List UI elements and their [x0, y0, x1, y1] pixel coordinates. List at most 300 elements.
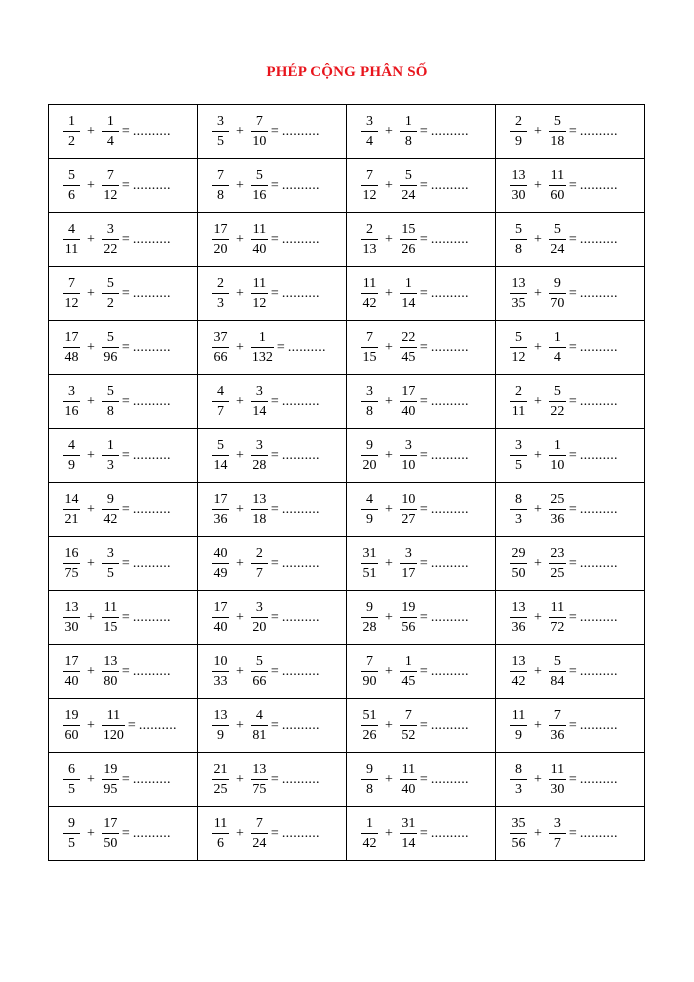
numerator: 5 [515, 222, 522, 237]
numerator: 2 [515, 114, 522, 129]
first-fraction [212, 491, 229, 528]
plus-sign: + [534, 501, 542, 517]
plus-sign: + [385, 501, 393, 517]
plus-sign: + [236, 285, 244, 301]
first-fraction [63, 761, 80, 798]
fraction-expression [347, 645, 495, 698]
denominator: 36 [511, 620, 526, 635]
fraction-expression [496, 807, 644, 860]
numerator: 2 [217, 276, 224, 291]
second-fraction [549, 221, 566, 258]
answer-blank[interactable]: .......... [281, 717, 320, 733]
numerator: 19 [64, 708, 79, 723]
numerator: 2 [366, 222, 373, 237]
answer-blank[interactable]: .......... [132, 663, 171, 679]
first-fraction [510, 329, 527, 366]
denominator: 16 [64, 404, 79, 419]
equals-sign: = [419, 663, 428, 679]
equals-sign: = [127, 717, 136, 733]
numerator: 19 [401, 600, 416, 615]
numerator: 10 [213, 654, 228, 669]
second-fraction [400, 437, 417, 474]
denominator: 8 [515, 242, 522, 257]
numerator: 29 [511, 546, 526, 561]
numerator: 5 [68, 168, 75, 183]
numerator: 5 [553, 222, 561, 237]
denominator: 17 [401, 566, 416, 581]
denominator: 48 [64, 350, 79, 365]
denominator: 12 [252, 296, 267, 311]
denominator: 11 [511, 404, 526, 419]
numerator: 3 [106, 222, 114, 237]
answer-blank[interactable]: .......... [281, 501, 320, 517]
fraction-expression [198, 753, 346, 806]
equals-sign: = [419, 609, 428, 625]
first-fraction [63, 437, 80, 474]
numerator: 3 [68, 384, 75, 399]
second-fraction [102, 761, 119, 798]
numerator: 7 [366, 168, 373, 183]
plus-sign: + [236, 825, 244, 841]
exercise-cell [198, 537, 347, 591]
fraction-expression [496, 105, 644, 158]
denominator: 10 [550, 458, 565, 473]
denominator: 42 [362, 296, 377, 311]
numerator: 7 [106, 168, 114, 183]
numerator: 1 [404, 276, 412, 291]
denominator: 36 [550, 512, 565, 527]
plus-sign: + [534, 177, 542, 193]
first-fraction [510, 113, 527, 150]
first-fraction [361, 815, 378, 852]
denominator: 42 [511, 674, 526, 689]
answer-blank[interactable]: .......... [579, 123, 618, 139]
exercise-cell [347, 429, 496, 483]
plus-sign: + [534, 447, 542, 463]
denominator: 40 [401, 404, 416, 419]
equals-sign: = [419, 555, 428, 571]
plus-sign: + [385, 123, 393, 139]
numerator: 5 [404, 168, 412, 183]
answer-blank[interactable]: .......... [579, 555, 618, 571]
second-fraction [251, 275, 268, 312]
numerator: 13 [252, 762, 267, 777]
denominator: 8 [106, 404, 114, 419]
numerator: 37 [213, 330, 228, 345]
plus-sign: + [236, 555, 244, 571]
equals-sign: = [270, 555, 279, 571]
denominator: 2 [68, 134, 75, 149]
fraction-expression [198, 375, 346, 428]
numerator: 3 [366, 114, 373, 129]
plus-sign: + [87, 771, 95, 787]
equals-sign: = [121, 177, 130, 193]
exercise-cell [347, 159, 496, 213]
answer-blank[interactable]: .......... [579, 663, 618, 679]
answer-blank[interactable]: .......... [132, 177, 171, 193]
denominator: 40 [401, 782, 416, 797]
first-fraction [212, 815, 229, 852]
table-row [49, 267, 645, 321]
second-fraction [102, 329, 119, 366]
answer-blank[interactable]: .......... [132, 231, 171, 247]
fraction-expression [49, 483, 197, 536]
exercise-cell [198, 699, 347, 753]
fraction-expression [496, 429, 644, 482]
exercise-cell [198, 753, 347, 807]
numerator: 11 [550, 762, 565, 777]
denominator: 49 [213, 566, 228, 581]
numerator: 3 [404, 546, 412, 561]
denominator: 9 [515, 728, 522, 743]
first-fraction [361, 275, 378, 312]
answer-blank[interactable]: .......... [430, 393, 469, 409]
exercise-table [48, 104, 645, 861]
second-fraction [400, 167, 417, 204]
exercise-cell [49, 429, 198, 483]
denominator: 2 [106, 296, 114, 311]
answer-blank[interactable]: .......... [132, 447, 171, 463]
numerator: 3 [217, 114, 224, 129]
first-fraction [510, 383, 527, 420]
answer-blank[interactable]: .......... [138, 717, 177, 733]
plus-sign: + [534, 285, 542, 301]
answer-blank[interactable]: .......... [281, 771, 320, 787]
equals-sign: = [568, 339, 577, 355]
answer-blank[interactable]: .......... [132, 501, 171, 517]
answer-blank[interactable]: .......... [281, 555, 320, 571]
denominator: 4 [366, 134, 373, 149]
answer-blank[interactable]: .......... [579, 393, 618, 409]
first-fraction [510, 599, 527, 636]
answer-blank[interactable]: .......... [579, 339, 618, 355]
answer-blank[interactable]: .......... [430, 771, 469, 787]
first-fraction [212, 707, 229, 744]
second-fraction [400, 653, 417, 690]
second-fraction [549, 545, 566, 582]
first-fraction [63, 707, 80, 744]
second-fraction [400, 599, 417, 636]
answer-blank[interactable]: .......... [579, 771, 618, 787]
second-fraction [102, 113, 119, 150]
exercise-cell [347, 591, 496, 645]
answer-blank[interactable]: .......... [287, 339, 326, 355]
answer-blank[interactable]: .......... [132, 825, 171, 841]
denominator: 30 [550, 782, 565, 797]
first-fraction [510, 275, 527, 312]
plus-sign: + [87, 285, 95, 301]
denominator: 12 [103, 188, 118, 203]
fraction-expression [347, 213, 495, 266]
answer-blank[interactable]: .......... [430, 177, 469, 193]
exercise-cell [49, 375, 198, 429]
second-fraction [251, 437, 268, 474]
fraction-expression [198, 483, 346, 536]
exercise-cell [347, 645, 496, 699]
plus-sign: + [236, 393, 244, 409]
first-fraction [510, 707, 527, 744]
plus-sign: + [236, 177, 244, 193]
table-row [49, 753, 645, 807]
equals-sign: = [121, 123, 130, 139]
denominator: 12 [64, 296, 79, 311]
exercise-cell [347, 537, 496, 591]
numerator: 4 [68, 222, 75, 237]
second-fraction [251, 815, 268, 852]
equals-sign: = [568, 825, 577, 841]
answer-blank[interactable]: .......... [430, 825, 469, 841]
first-fraction [212, 383, 229, 420]
first-fraction [361, 437, 378, 474]
numerator: 5 [553, 114, 561, 129]
numerator: 4 [68, 438, 75, 453]
denominator: 21 [64, 512, 79, 527]
answer-blank[interactable]: .......... [281, 177, 320, 193]
second-fraction [400, 221, 417, 258]
fraction-expression [49, 807, 197, 860]
fraction-expression [496, 591, 644, 644]
numerator: 11 [213, 816, 228, 831]
numerator: 1 [404, 654, 412, 669]
first-fraction [361, 329, 378, 366]
exercise-cell [347, 699, 496, 753]
exercise-cell [198, 267, 347, 321]
numerator: 7 [217, 168, 224, 183]
answer-blank[interactable]: .......... [430, 447, 469, 463]
equals-sign: = [568, 393, 577, 409]
answer-blank[interactable]: .......... [281, 393, 320, 409]
answer-blank[interactable]: .......... [579, 285, 618, 301]
second-fraction [102, 275, 119, 312]
fraction-expression [496, 321, 644, 374]
fraction-expression [347, 753, 495, 806]
fraction-expression [198, 807, 346, 860]
answer-blank[interactable]: .......... [281, 825, 320, 841]
numerator: 5 [553, 654, 561, 669]
answer-blank[interactable]: .......... [132, 123, 171, 139]
numerator: 2 [255, 546, 263, 561]
denominator: 9 [217, 728, 224, 743]
denominator: 22 [550, 404, 565, 419]
equals-sign: = [270, 177, 279, 193]
numerator: 17 [213, 492, 228, 507]
second-fraction [251, 221, 268, 258]
second-fraction [400, 491, 417, 528]
exercise-cell [49, 321, 198, 375]
denominator: 36 [550, 728, 565, 743]
answer-blank[interactable]: .......... [132, 339, 171, 355]
equals-sign: = [121, 771, 130, 787]
denominator: 3 [217, 296, 224, 311]
equals-sign: = [270, 717, 279, 733]
second-fraction [251, 167, 268, 204]
exercise-cell [198, 429, 347, 483]
equals-sign: = [419, 393, 428, 409]
numerator: 9 [553, 276, 561, 291]
denominator: 24 [401, 188, 416, 203]
exercise-cell [496, 645, 645, 699]
first-fraction [63, 167, 80, 204]
equals-sign: = [121, 393, 130, 409]
fraction-expression [347, 267, 495, 320]
numerator: 13 [103, 654, 118, 669]
exercise-cell [496, 591, 645, 645]
numerator: 2 [515, 384, 522, 399]
denominator: 6 [217, 836, 224, 851]
exercise-cell [496, 375, 645, 429]
answer-blank[interactable]: .......... [430, 717, 469, 733]
first-fraction [63, 545, 80, 582]
answer-blank[interactable]: .......... [132, 771, 171, 787]
numerator: 19 [103, 762, 118, 777]
plus-sign: + [236, 231, 244, 247]
table-row [49, 375, 645, 429]
plus-sign: + [534, 771, 542, 787]
second-fraction [251, 599, 268, 636]
fraction-expression [49, 645, 197, 698]
table-row [49, 321, 645, 375]
plus-sign: + [236, 663, 244, 679]
answer-blank[interactable]: .......... [430, 555, 469, 571]
answer-blank[interactable]: .......... [430, 339, 469, 355]
answer-blank[interactable]: .......... [430, 231, 469, 247]
equals-sign: = [121, 447, 130, 463]
first-fraction [212, 761, 229, 798]
numerator: 4 [217, 384, 224, 399]
exercise-cell [496, 807, 645, 861]
plus-sign: + [236, 717, 244, 733]
answer-blank[interactable]: .......... [281, 285, 320, 301]
answer-blank[interactable]: .......... [281, 663, 320, 679]
first-fraction [212, 275, 229, 312]
answer-blank[interactable]: .......... [281, 609, 320, 625]
table-row [49, 807, 645, 861]
answer-blank[interactable]: .......... [579, 609, 618, 625]
equals-sign: = [121, 555, 130, 571]
denominator: 8 [366, 404, 373, 419]
denominator: 66 [213, 350, 228, 365]
denominator: 25 [213, 782, 228, 797]
denominator: 70 [550, 296, 565, 311]
second-fraction [251, 653, 268, 690]
equals-sign: = [270, 285, 279, 301]
denominator: 15 [103, 620, 118, 635]
answer-blank[interactable]: .......... [579, 447, 618, 463]
denominator: 14 [401, 836, 416, 851]
exercise-cell [49, 591, 198, 645]
answer-blank[interactable]: .......... [430, 501, 469, 517]
numerator: 17 [213, 600, 228, 615]
answer-blank[interactable]: .......... [132, 609, 171, 625]
numerator: 15 [401, 222, 416, 237]
exercise-cell [496, 537, 645, 591]
first-fraction [510, 437, 527, 474]
denominator: 26 [362, 728, 377, 743]
equals-sign: = [121, 663, 130, 679]
denominator: 10 [252, 134, 267, 149]
numerator: 8 [515, 492, 522, 507]
answer-blank[interactable]: .......... [132, 555, 171, 571]
first-fraction [361, 653, 378, 690]
exercise-cell [496, 105, 645, 159]
second-fraction [549, 275, 566, 312]
second-fraction [251, 329, 274, 366]
denominator: 81 [252, 728, 267, 743]
exercise-cell [347, 105, 496, 159]
answer-blank[interactable]: .......... [132, 285, 171, 301]
answer-blank[interactable]: .......... [281, 447, 320, 463]
answer-blank[interactable]: .......... [430, 123, 469, 139]
plus-sign: + [87, 447, 95, 463]
fraction-expression [496, 645, 644, 698]
numerator: 5 [255, 654, 263, 669]
second-fraction [549, 491, 566, 528]
numerator: 17 [64, 654, 79, 669]
first-fraction [510, 815, 527, 852]
plus-sign: + [534, 231, 542, 247]
answer-blank[interactable]: .......... [281, 123, 320, 139]
answer-blank[interactable]: .......... [430, 663, 469, 679]
numerator: 5 [553, 384, 561, 399]
first-fraction [510, 545, 527, 582]
exercise-cell [347, 267, 496, 321]
answer-blank[interactable]: .......... [430, 285, 469, 301]
exercise-cell [198, 645, 347, 699]
plus-sign: + [87, 339, 95, 355]
second-fraction [549, 599, 566, 636]
equals-sign: = [419, 339, 428, 355]
fraction-expression [49, 699, 197, 752]
numerator: 5 [217, 438, 224, 453]
second-fraction [549, 437, 566, 474]
numerator: 51 [362, 708, 377, 723]
answer-blank[interactable]: .......... [281, 231, 320, 247]
denominator: 5 [217, 134, 224, 149]
answer-blank[interactable]: .......... [579, 825, 618, 841]
fraction-expression [496, 213, 644, 266]
equals-sign: = [419, 123, 428, 139]
answer-blank[interactable]: .......... [132, 393, 171, 409]
equals-sign: = [270, 123, 279, 139]
denominator: 9 [68, 458, 75, 473]
exercise-cell [198, 483, 347, 537]
numerator: 7 [366, 330, 373, 345]
exercise-cell [198, 213, 347, 267]
denominator: 8 [404, 134, 412, 149]
answer-blank[interactable]: .......... [579, 231, 618, 247]
numerator: 9 [106, 492, 114, 507]
equals-sign: = [568, 501, 577, 517]
fraction-expression [496, 699, 644, 752]
answer-blank[interactable]: .......... [430, 609, 469, 625]
answer-blank[interactable]: .......... [579, 177, 618, 193]
numerator: 11 [550, 600, 565, 615]
numerator: 3 [404, 438, 412, 453]
fraction-expression [49, 591, 197, 644]
second-fraction [549, 329, 566, 366]
second-fraction [102, 653, 119, 690]
answer-blank[interactable]: .......... [579, 717, 618, 733]
denominator: 16 [252, 188, 267, 203]
plus-sign: + [87, 825, 95, 841]
answer-blank[interactable]: .......... [579, 501, 618, 517]
second-fraction [102, 221, 119, 258]
numerator: 4 [255, 708, 263, 723]
equals-sign: = [419, 177, 428, 193]
exercise-cell [49, 753, 198, 807]
fraction-expression [49, 159, 197, 212]
second-fraction [400, 707, 417, 744]
